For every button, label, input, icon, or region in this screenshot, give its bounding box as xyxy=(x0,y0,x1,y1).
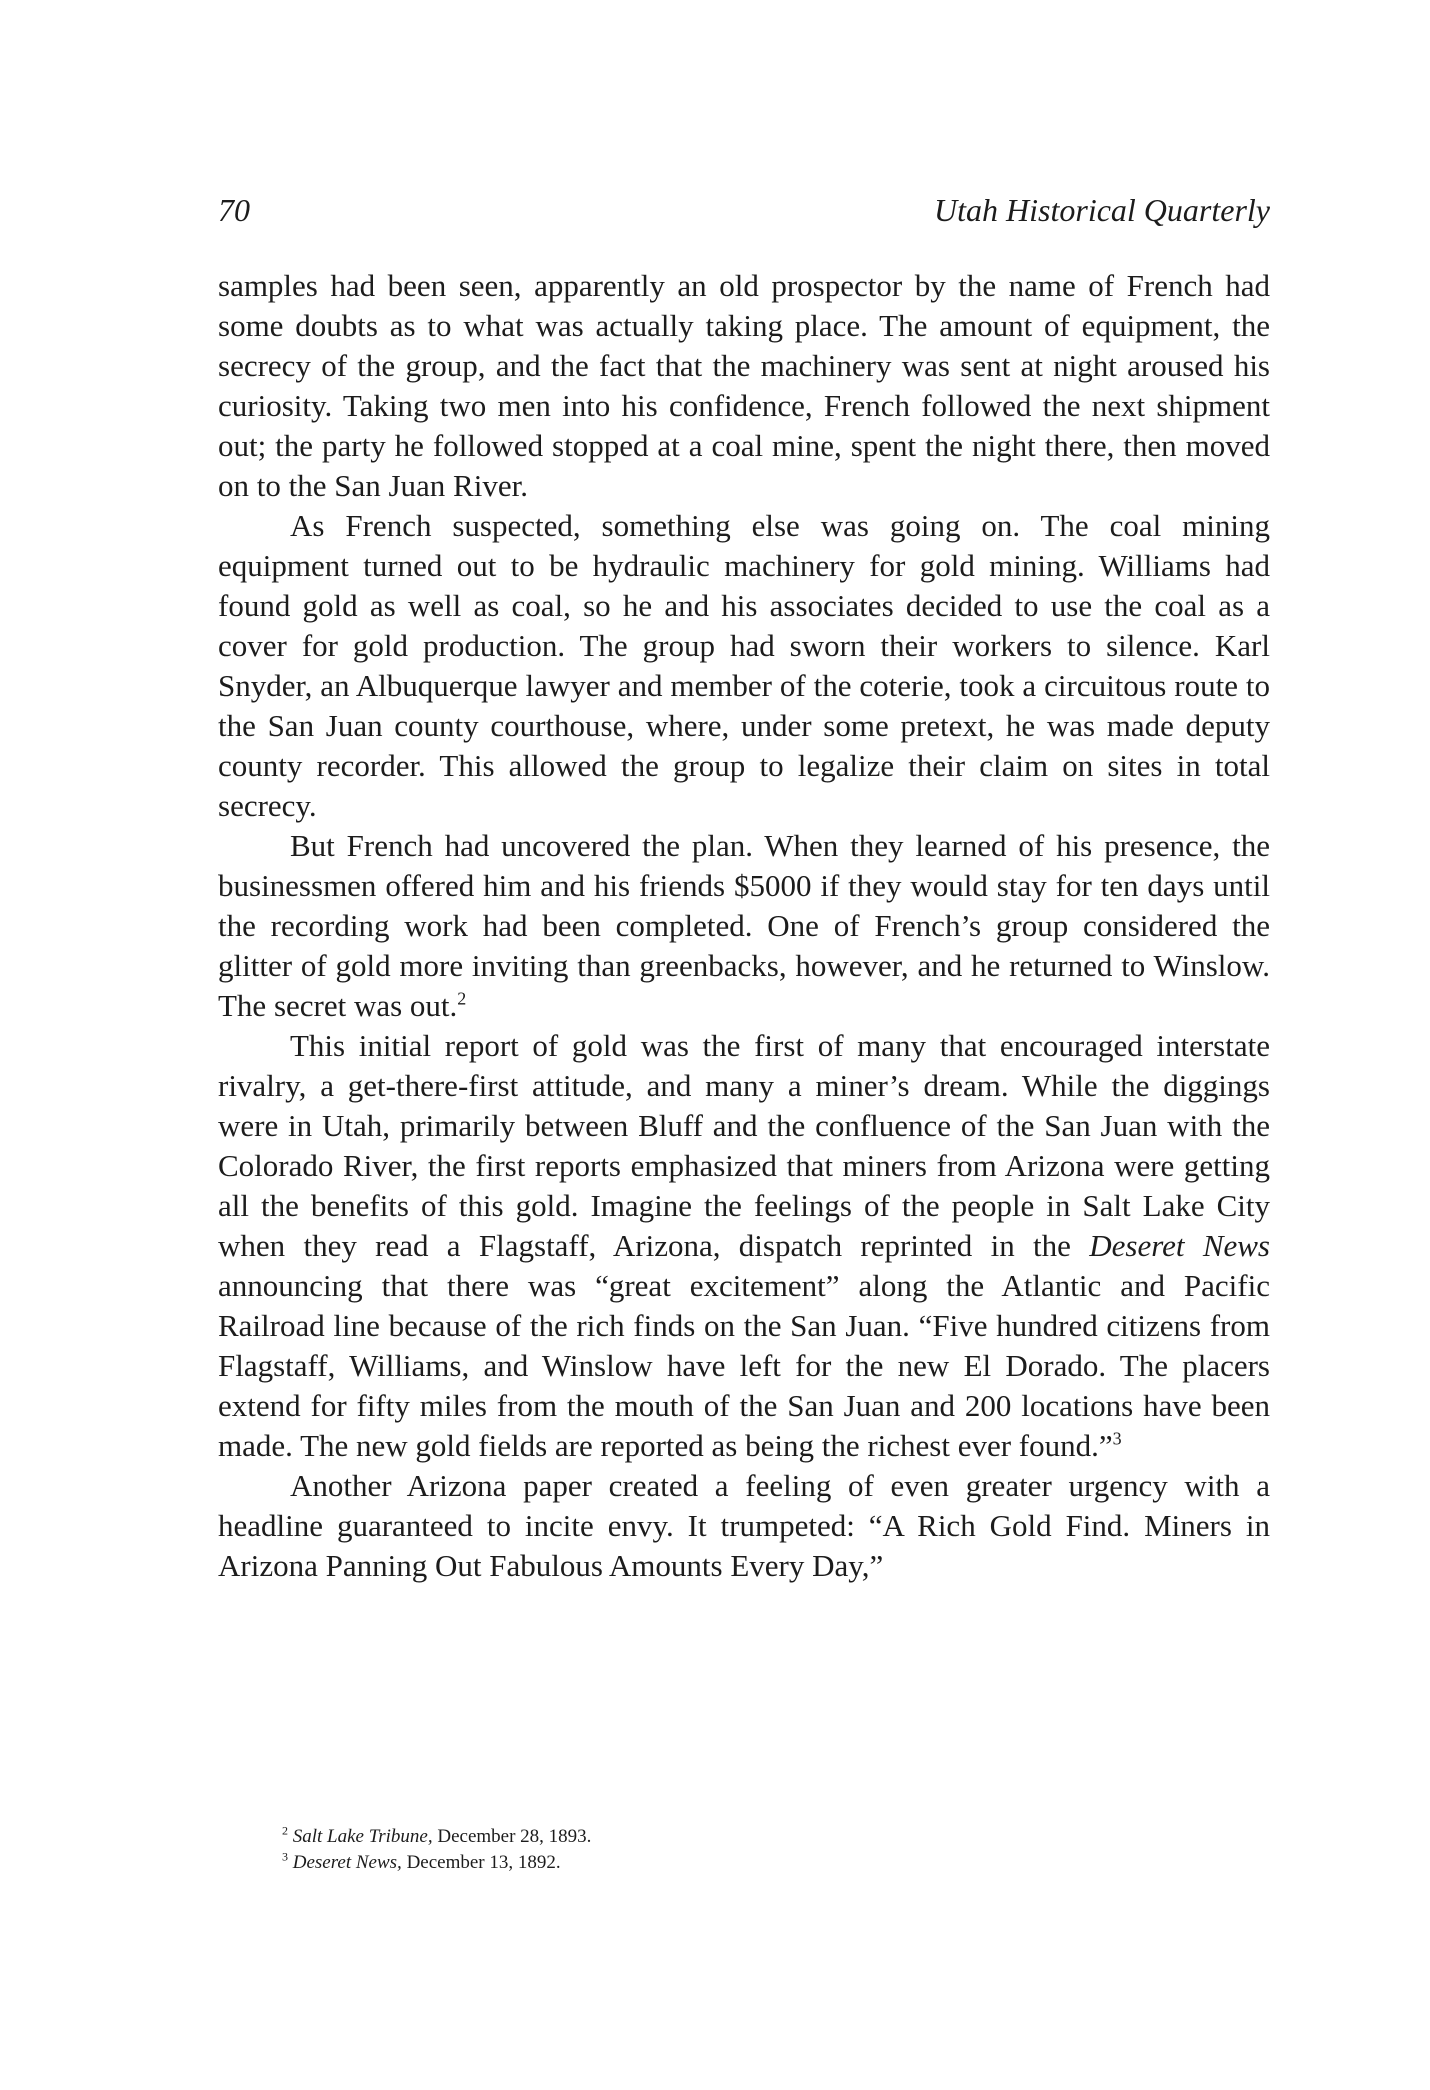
paragraph-5 xyxy=(218,1466,1270,1586)
footnote-number: 2 xyxy=(282,1823,288,1838)
paragraph-4 xyxy=(218,1026,1270,1466)
paragraph-5-text: Another Arizona paper created a feeling of even greater urgency with a headline guaranteed to incite envy. It trumpeted: “A Rich Gold Find. Miners in Arizona Panning Out Fabulous Amounts Every Day,” xyxy=(218,1468,1270,1583)
body-text xyxy=(218,266,1270,1586)
paragraph-3-text: But French had uncovered the plan. When they learned of his presence, the businessmen offered him and his friends $5000 if they would stay for ten days until the recording work had been completed. One of French’s group considered the glitter of gold more inviting than greenbacks, however, and he returned to Winslow. The secret was out. xyxy=(218,828,1270,1023)
paragraph-4-text-b: announcing that there was “great excitement” along the Atlantic and Pacific Railroad line because of the rich finds on the San Juan. “Five hundred citizens from Flagstaff, Williams, and Winslow have left for the new El Dorado. The placers extend for fifty miles from the mouth of the San Juan and 200 locations have been made. The new gold fields are reported as being the richest ever found.” xyxy=(218,1268,1270,1463)
paragraph-1-text: samples had been seen, apparently an old prospector by the name of French had some doubts as to what was actually taking place. The amount of equipment, the secrecy of the group, and the fact that the machinery was sent at night aroused his curiosity. Taking two men into his confidence, French followed the next shipment out; the party he followed stopped at a coal mine, spent the night there, then moved on to the San Juan River. xyxy=(218,268,1270,503)
paragraph-3 xyxy=(218,826,1270,1026)
paragraph-2-text: As French suspected, something else was going on. The coal mining equipment turned out to be hydraulic machinery for gold mining. Williams had found gold as well as coal, so he and his associates decided to use the coal as a cover for gold production. The group had sworn their workers to silence. Karl Snyder, an Albuquerque lawyer and member of the coterie, took a circuitous route to the San Juan county courthouse, where, under some pretext, he was made deputy county recorder. This allowed the group to legalize their claim on sites in total secrecy. xyxy=(218,508,1270,823)
footnote-2 xyxy=(282,1824,1182,1850)
footnotes xyxy=(282,1824,1182,1876)
paragraph-4-text-a: This initial report of gold was the first of many that encouraged interstate rivalry, a get-there-first attitude, and many a miner’s dream. While the diggings were in Utah, primarily between Bluff and the confluence of the San Juan with the Colorado River, the first reports emphasized that miners from Arizona were getting all the benefits of this gold. Imagine the feelings of the people in Salt Lake City when they read a Flagstaff, Arizona, dispatch reprinted in the xyxy=(218,1028,1270,1263)
journal-title: Utah Historical Quarterly xyxy=(934,192,1270,228)
footnote-date: December 13, 1892. xyxy=(401,1852,561,1873)
page-number: 70 xyxy=(218,192,250,228)
paragraph-4-italic-title: Deseret News xyxy=(1089,1228,1270,1263)
footnote-ref-2: 2 xyxy=(457,988,467,1009)
footnote-date: December 28, 1893. xyxy=(432,1826,592,1847)
footnote-number: 3 xyxy=(282,1849,288,1864)
running-head xyxy=(218,188,1270,232)
footnote-3 xyxy=(282,1850,1182,1876)
paragraph-1 xyxy=(218,266,1270,506)
footnote-source: Salt Lake Tribune, xyxy=(292,1826,433,1847)
footnote-ref-3: 3 xyxy=(1112,1428,1122,1449)
footnote-source: Deseret News, xyxy=(292,1852,402,1873)
paragraph-2 xyxy=(218,506,1270,826)
